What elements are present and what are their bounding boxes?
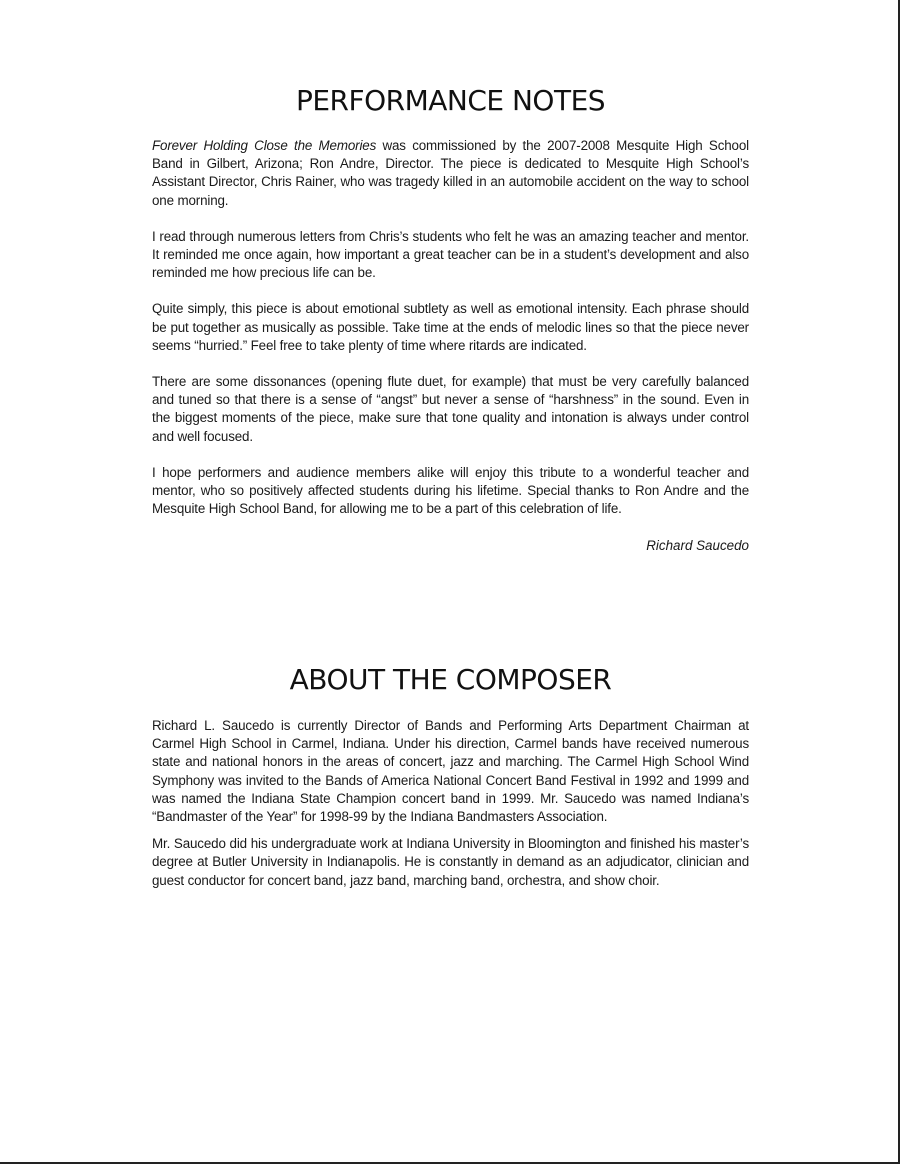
- piece-title: Forever Holding Close the Memories: [152, 138, 377, 153]
- composer-paragraph-2: Mr. Saucedo did his undergraduate work at Indiana University in Bloomington and finished his master’s degree at Butler University in Indianapolis. He is constantly in demand as an adjudicator, clinician and guest conductor for concert band, jazz band, marching band, orchestra, and show choir.: [152, 836, 749, 888]
- about-composer-title: ABOUT THE COMPOSER: [289, 663, 612, 696]
- notes-paragraph-1: [152, 137, 749, 210]
- notes-paragraph-4: There are some dissonances (opening flute duet, for example) that must be very carefully balanced and tuned so that there is a sense of “angst” but never a sense of “harshness” in the sound. Even in the biggest moments of the piece, make sure that tone quality and intonation is always under control and well focused.: [152, 374, 749, 444]
- notes-paragraph-3: Quite simply, this piece is about emotional subtlety as well as emotional intensity. Each phrase should be put together as musically as possible. Take time at the ends of melodic lines so that the piece never seems “hurried.” Feel free to take plenty of time where ritards are indicated.: [152, 301, 749, 353]
- notes-paragraph-2: I read through numerous letters from Chris’s students who felt he was an amazing teacher and mentor. It reminded me once again, how important a great teacher can be in a student’s development and also reminded me how precious life can be.: [152, 228, 749, 281]
- about-composer-section: [152, 663, 749, 899]
- performance-notes-section: [152, 84, 749, 553]
- notes-paragraph-5: I hope performers and audience members alike will enjoy this tribute to a wonderful teacher and mentor, who so positively affected students during his lifetime. Special thanks to Ron Andre and the Mesquite High School Band, for allowing me to be a part of this celebration of life.: [152, 464, 749, 517]
- composer-signature: Richard Saucedo: [646, 538, 749, 554]
- composer-paragraph-1: Richard L. Saucedo is currently Director of Bands and Performing Arts Department Chairman at Carmel High School in Carmel, Indiana. Under his direction, Carmel bands have received numerous state and national honors in the areas of concert, jazz and marching. The Carmel High School Wind Symphony was invited to the Bands of America National Concert Band Festival in 1992 and 1999 and was named the Indiana State Champion concert band in 1999. Mr. Saucedo was named Indiana’s “Bandmaster of the Year” for 1998-99 by the Indiana Bandmasters Association.: [152, 718, 749, 825]
- performance-notes-title: PERFORMANCE NOTES: [295, 84, 606, 117]
- notes-paragraph-1-text: was commissioned by the 2007-2008 Mesquite High School Band in Gilbert, Arizona; Ron Andre, Director. The piece is dedicated to Mesquite High School’s Assistant Director, Chris Rainer, who was tragedy killed in an automobile accident on the way to school one morning.: [152, 138, 749, 208]
